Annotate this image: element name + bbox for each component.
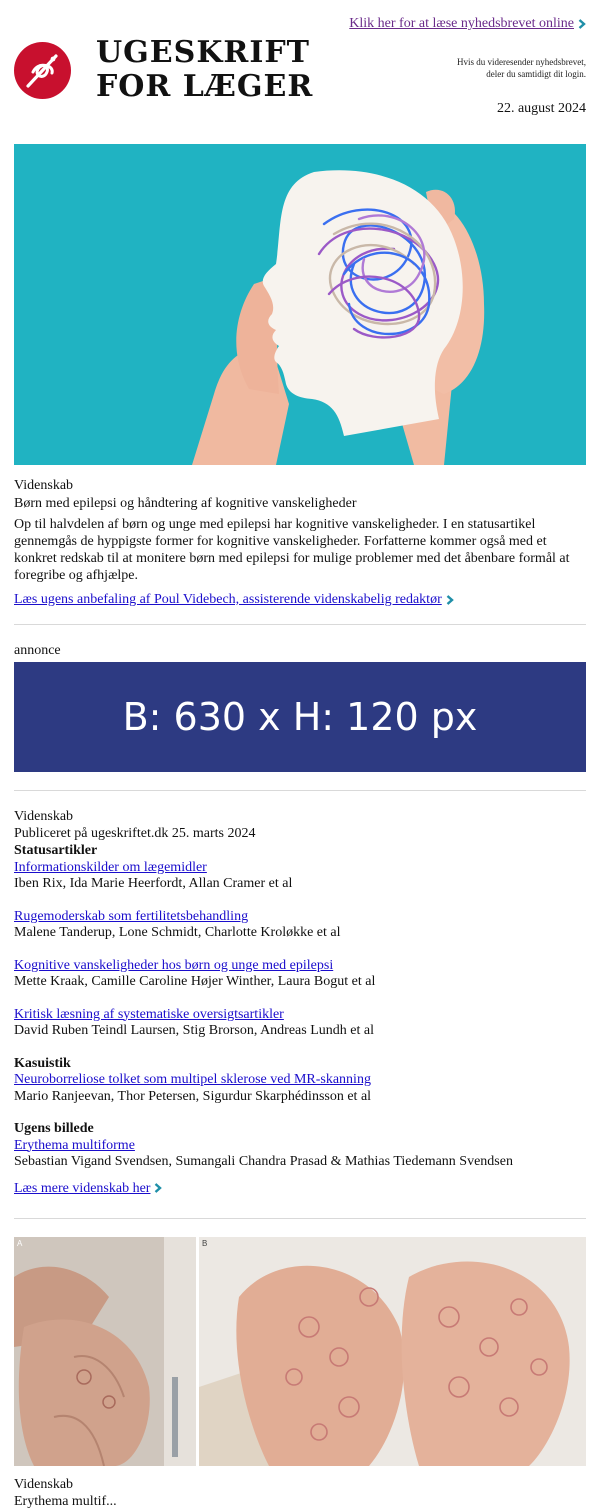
hands-photo-b <box>199 1237 586 1466</box>
featured-section-label: Videnskab <box>14 478 74 493</box>
logo-line-2: FOR LÆGER <box>96 69 314 104</box>
featured-body: Op til halvdelen af børn og unge med epilepsi har kognitive vanskeligheder. I en statusartikel gennemgås de hyppigste former for kognitive vanskeligheder. Forfatterne kommer også med et konkret redskab til at monitere børn med epilepsi for mulige problemer med det åbenbare formål at foregribe og afhjælpe. <box>14 517 570 583</box>
science-list <box>14 809 586 1197</box>
logo-line-1: UGESKRIFT <box>96 35 310 70</box>
article-link[interactable]: Kritisk læsning af systematiske oversigtsartikler <box>14 1006 284 1022</box>
newsletter <box>14 0 586 1509</box>
divider <box>14 624 586 625</box>
article-authors: David Ruben Teindl Laursen, Stig Brorson, Andreas Lundh et al <box>14 1023 374 1038</box>
chevron-right-icon <box>578 19 586 29</box>
hands-holding-head-illustration <box>14 144 586 465</box>
ad-label: annonce <box>14 643 61 658</box>
article-authors: Iben Rix, Ida Marie Heerfordt, Allan Cramer et al <box>14 876 293 891</box>
featured-recommendation-link[interactable]: Læs ugens anbefaling af Poul Videbech, assisterende videnskabelig redaktør <box>14 592 442 607</box>
article-link[interactable]: Informationskilder om lægemidler <box>14 859 207 875</box>
bottom-section-label: Videnskab <box>14 1477 74 1492</box>
chevron-right-icon <box>154 1183 162 1193</box>
list-item <box>14 1138 586 1171</box>
article-authors: Malene Tanderup, Lone Schmidt, Charlotte Kroløkke et al <box>14 925 341 940</box>
science-group <box>14 1056 586 1106</box>
logo-wordmark[interactable] <box>96 36 313 104</box>
list-item <box>14 1007 586 1040</box>
science-group <box>14 843 586 1040</box>
article-link[interactable]: Neuroborreliose tolket som multipel sklerose ved MR-skanning <box>14 1072 371 1087</box>
bottom-article-title[interactable]: Erythema multif... <box>14 1494 117 1509</box>
article-link[interactable]: Erythema multiforme <box>14 1137 135 1153</box>
divider <box>14 790 586 791</box>
list-item <box>14 958 586 991</box>
ad-banner[interactable] <box>14 662 586 772</box>
category-heading: Statusartikler <box>14 843 98 858</box>
forward-note-line-1: Hvis du videresender nyhedsbrevet, <box>457 57 586 67</box>
list-item <box>14 860 586 893</box>
clinical-photos[interactable] <box>14 1237 586 1466</box>
chevron-right-icon <box>446 595 454 605</box>
snake-staff-icon <box>14 42 71 99</box>
hand-photo-a <box>14 1237 196 1466</box>
more-science-link[interactable]: Læs mere videnskab her <box>14 1180 151 1196</box>
ad-banner-text: B: 630 x H: 120 px <box>122 695 478 739</box>
forward-note-line-2: deler du samtidigt dit login. <box>486 69 586 79</box>
article-authors: Sebastian Vigand Svendsen, Sumangali Chandra Prasad & Mathias Tiedemann Svendsen <box>14 1154 513 1169</box>
logo-mark[interactable] <box>14 42 71 99</box>
featured-title[interactable]: Børn med epilepsi og håndtering af kognitive vanskeligheder <box>14 496 357 511</box>
divider <box>14 1218 586 1219</box>
list-item <box>14 1072 586 1105</box>
list-item <box>14 909 586 942</box>
read-online-link[interactable]: Klik her for at læse nyhedsbrevet online <box>349 16 574 31</box>
article-authors: Mario Ranjeevan, Thor Petersen, Sigurdur Skarphédinsson et al <box>14 1088 372 1104</box>
photo-b-letter: B <box>202 1239 208 1248</box>
article-link[interactable]: Kognitive vanskeligheder hos børn og unge med epilepsi <box>14 957 334 973</box>
header <box>14 0 586 130</box>
photo-panel-a <box>14 1237 196 1466</box>
science-group <box>14 1121 586 1171</box>
featured-article <box>14 477 586 608</box>
photo-a-letter: A <box>17 1239 23 1248</box>
article-authors: Mette Kraak, Camille Caroline Højer Winther, Laura Bogut et al <box>14 974 376 989</box>
science-section-label: Videnskab <box>14 809 74 824</box>
hero-image[interactable] <box>14 144 586 465</box>
category-heading: Ugens billede <box>14 1121 94 1136</box>
issue-date: 22. august 2024 <box>496 101 586 116</box>
science-published-date: Publiceret på ugeskriftet.dk 25. marts 2024 <box>14 825 256 841</box>
photo-panel-b <box>199 1237 586 1466</box>
category-heading: Kasuistik <box>14 1055 71 1071</box>
forward-note <box>426 56 586 80</box>
article-link[interactable]: Rugemoderskab som fertilitetsbehandling <box>14 908 249 924</box>
